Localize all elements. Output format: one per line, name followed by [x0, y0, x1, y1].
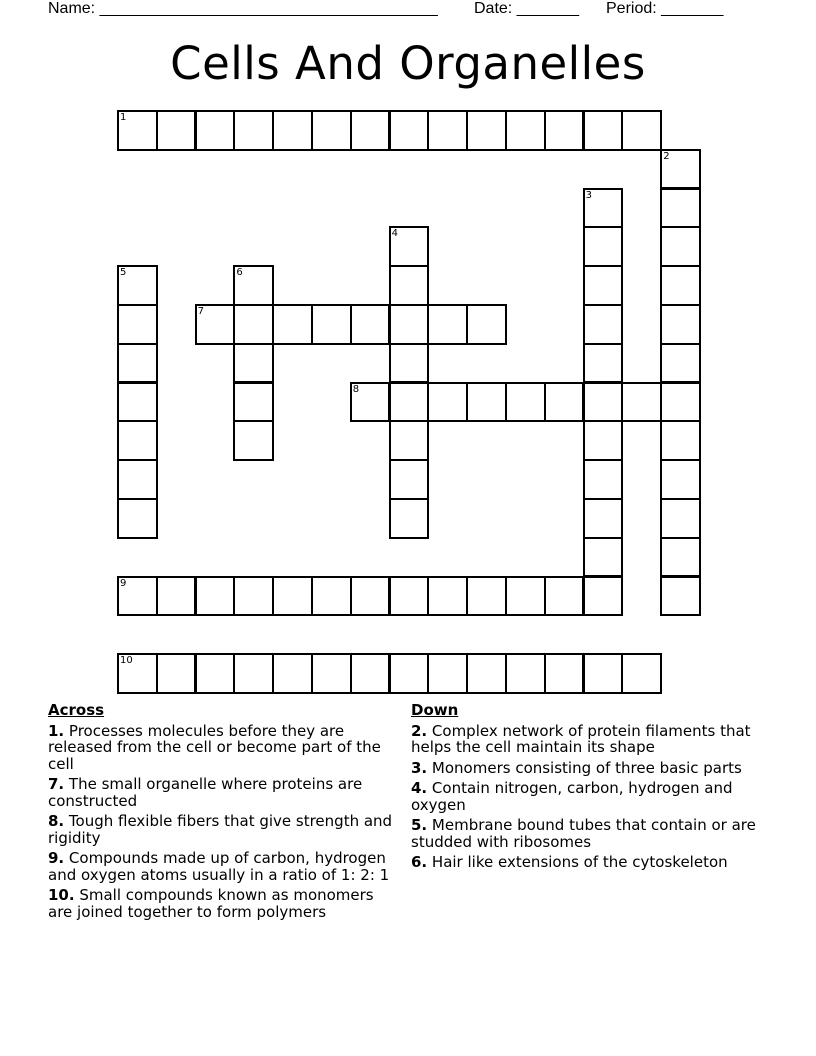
grid-cell[interactable]	[427, 576, 468, 617]
clue-down-4	[411, 780, 756, 813]
name-field-label[interactable]: Name: ______________________________________	[48, 0, 438, 17]
clue-down-6	[411, 854, 756, 871]
grid-cell[interactable]	[505, 382, 546, 423]
grid-cell[interactable]	[350, 110, 391, 151]
grid-cell[interactable]	[311, 110, 352, 151]
clue-down-2	[411, 723, 756, 756]
grid-cell[interactable]	[195, 653, 236, 694]
grid-cell[interactable]	[272, 304, 313, 345]
clue-text: Processes molecules before they are released from the cell or become part of the cell	[48, 721, 381, 773]
grid-cell[interactable]	[156, 110, 197, 151]
clue-number: 2.	[411, 721, 428, 740]
grid-cell[interactable]	[660, 420, 701, 461]
grid-cell[interactable]	[233, 110, 274, 151]
clue-number: 8.	[48, 812, 65, 830]
grid-cell[interactable]	[156, 576, 197, 617]
grid-cell[interactable]	[660, 498, 701, 539]
grid-cell[interactable]	[660, 343, 701, 384]
grid-cell[interactable]	[117, 265, 158, 306]
grid-cell[interactable]	[311, 576, 352, 617]
grid-cell[interactable]	[117, 653, 158, 694]
grid-cell[interactable]	[233, 420, 274, 461]
grid-cell[interactable]	[660, 459, 701, 500]
grid-cell[interactable]	[117, 498, 158, 539]
grid-cell[interactable]	[427, 382, 468, 423]
clue-text: Small compounds known as monomers are joined together to form polymers	[48, 886, 374, 921]
grid-cell[interactable]	[660, 576, 701, 617]
clue-text: Membrane bound tubes that contain or are studded with ribosomes	[411, 816, 756, 851]
clue-text: Complex network of protein filaments that helps the cell maintain its shape	[411, 721, 751, 756]
grid-cell[interactable]	[505, 110, 546, 151]
grid-cell[interactable]	[621, 382, 662, 423]
grid-cell[interactable]	[195, 576, 236, 617]
grid-cell[interactable]	[350, 576, 391, 617]
clue-number: 4.	[411, 779, 428, 797]
grid-cell[interactable]	[621, 653, 662, 694]
grid-cell[interactable]	[350, 304, 391, 345]
cell-number: 4	[391, 228, 398, 240]
grid-cell[interactable]	[272, 110, 313, 151]
grid-cell[interactable]	[660, 537, 701, 578]
grid-cell[interactable]	[466, 576, 507, 617]
clue-across-10	[48, 887, 393, 920]
clue-number: 9.	[48, 849, 65, 867]
cell-number: 7	[197, 306, 204, 317]
grid-cell[interactable]	[195, 304, 236, 345]
grid-cell[interactable]	[466, 110, 507, 151]
clue-number: 3.	[411, 758, 428, 777]
grid-cell[interactable]	[350, 382, 391, 423]
clue-text: Compounds made up of carbon, hydrogen and oxygen atoms usually in a ratio of 1: 2: 1	[48, 849, 390, 884]
grid-cell[interactable]	[389, 576, 430, 617]
clue-number: 1.	[48, 721, 65, 740]
grid-cell[interactable]	[350, 653, 391, 694]
clue-down-5	[411, 817, 756, 850]
grid-cell[interactable]	[272, 653, 313, 694]
grid-cell[interactable]	[583, 382, 624, 423]
date-field-label[interactable]: Date: _______	[474, 0, 579, 17]
grid-cell[interactable]	[427, 304, 468, 345]
grid-cell[interactable]	[505, 576, 546, 617]
grid-cell[interactable]	[583, 420, 624, 461]
cell-number: 2	[663, 150, 670, 162]
grid-cell[interactable]	[660, 226, 701, 267]
grid-cell[interactable]	[583, 576, 624, 617]
grid-cell[interactable]	[583, 653, 624, 694]
grid-cell[interactable]	[233, 304, 274, 345]
down-clues	[411, 702, 756, 875]
cell-number: 10	[120, 655, 133, 667]
grid-cell[interactable]	[621, 110, 662, 151]
grid-cell[interactable]	[466, 653, 507, 694]
across-clues	[48, 702, 393, 924]
grid-cell[interactable]	[583, 459, 624, 500]
page-title: Cells And Organelles	[170, 37, 646, 90]
grid-cell[interactable]	[389, 226, 430, 267]
cell-number: 1	[120, 112, 127, 123]
clue-text: Tough flexible fibers that give strength and rigidity	[48, 812, 393, 847]
clue-text: The small organelle where proteins are constructed	[48, 775, 363, 810]
grid-cell[interactable]	[660, 149, 701, 190]
grid-cell[interactable]	[660, 188, 701, 229]
grid-cell[interactable]	[583, 110, 624, 151]
cell-number: 3	[585, 189, 592, 201]
clue-number: 7.	[48, 775, 65, 793]
grid-cell[interactable]	[389, 420, 430, 461]
clue-across-1	[48, 723, 393, 773]
grid-cell[interactable]	[272, 576, 313, 617]
across-heading: Across	[48, 701, 105, 719]
grid-cell[interactable]	[466, 304, 507, 345]
period-field-label[interactable]: Period: _______	[606, 0, 724, 17]
grid-cell[interactable]	[660, 382, 701, 423]
grid-cell[interactable]	[583, 537, 624, 578]
grid-cell[interactable]	[544, 576, 585, 617]
grid-cell[interactable]	[156, 653, 197, 694]
clue-text: Contain nitrogen, carbon, hydrogen and oxygen	[411, 779, 733, 814]
clue-across-7	[48, 776, 393, 809]
grid-cell[interactable]	[117, 459, 158, 500]
grid-cell[interactable]	[583, 188, 624, 229]
clue-number: 5.	[411, 816, 428, 834]
cell-number: 6	[236, 267, 243, 279]
grid-cell[interactable]	[233, 265, 274, 306]
cell-number: 5	[120, 267, 127, 279]
clue-across-8	[48, 813, 393, 846]
grid-cell[interactable]	[427, 110, 468, 151]
grid-cell[interactable]	[233, 343, 274, 384]
grid-cell[interactable]	[389, 304, 430, 345]
grid-cell[interactable]	[583, 226, 624, 267]
clue-number: 10.	[48, 886, 75, 904]
grid-cell[interactable]	[195, 110, 236, 151]
grid-cell[interactable]	[117, 382, 158, 423]
grid-cell[interactable]	[233, 382, 274, 423]
grid-cell[interactable]	[117, 420, 158, 461]
grid-cell[interactable]	[117, 343, 158, 384]
grid-cell[interactable]	[583, 498, 624, 539]
grid-cell[interactable]	[544, 382, 585, 423]
grid-cell[interactable]	[389, 110, 430, 151]
grid-cell[interactable]	[466, 382, 507, 423]
grid-cell[interactable]	[583, 265, 624, 306]
cell-number: 9	[120, 577, 127, 589]
grid-cell[interactable]	[389, 498, 430, 539]
clue-text: Monomers consisting of three basic parts	[431, 758, 742, 777]
grid-cell[interactable]	[660, 304, 701, 345]
grid-cell[interactable]	[505, 653, 546, 694]
grid-cell[interactable]	[544, 110, 585, 151]
grid-cell[interactable]	[233, 653, 274, 694]
clue-text: Hair like extensions of the cytoskeleton	[431, 853, 728, 871]
clue-across-9	[48, 850, 393, 883]
grid-cell[interactable]	[117, 304, 158, 345]
grid-cell[interactable]	[389, 265, 430, 306]
grid-cell[interactable]	[544, 653, 585, 694]
grid-cell[interactable]	[389, 343, 430, 384]
grid-cell[interactable]	[311, 653, 352, 694]
clue-down-3	[411, 760, 756, 777]
grid-cell[interactable]	[583, 343, 624, 384]
grid-cell[interactable]	[117, 576, 158, 617]
grid-cell[interactable]	[311, 304, 352, 345]
grid-cell[interactable]	[233, 576, 274, 617]
grid-cell[interactable]	[583, 304, 624, 345]
clue-number: 6.	[411, 853, 428, 871]
grid-cell[interactable]	[389, 382, 430, 423]
grid-cell[interactable]	[389, 459, 430, 500]
cell-number: 8	[352, 383, 360, 395]
grid-cell[interactable]	[427, 653, 468, 694]
grid-cell[interactable]	[389, 653, 430, 694]
down-heading: Down	[411, 701, 459, 719]
grid-cell[interactable]	[660, 265, 701, 306]
grid-cell[interactable]	[117, 110, 158, 151]
